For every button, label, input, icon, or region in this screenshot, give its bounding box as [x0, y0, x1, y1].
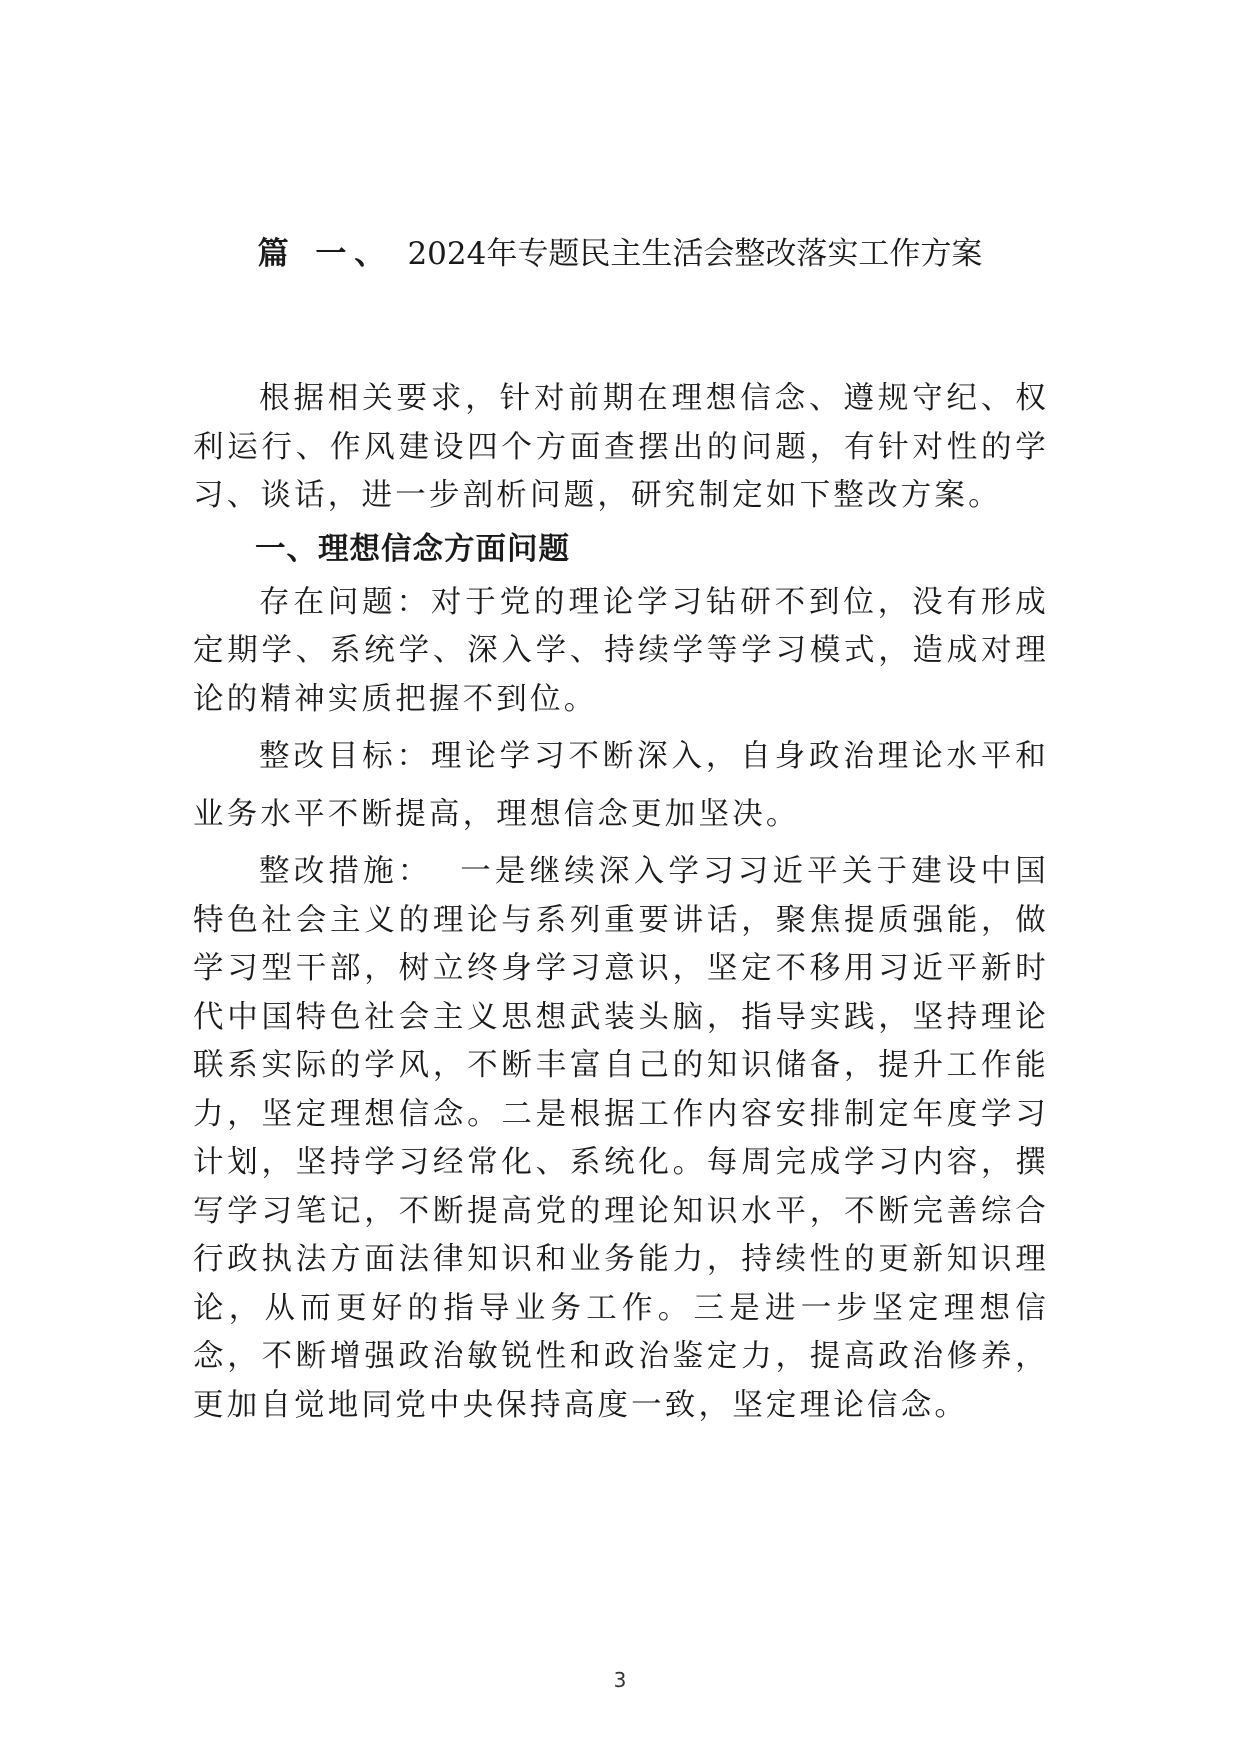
intro-paragraph: 根据相关要求，针对前期在理想信念、遵规守纪、权利运行、作风建设四个方面查摆出的问题，有针对性的学习、谈话，进一步剖析问题，研究制定如下整改方案。 [193, 381, 1049, 513]
document-body [193, 375, 1049, 1430]
document-title [0, 232, 1240, 276]
title-prefix: 篇 一、 [257, 236, 394, 272]
title-main: 2024年专题民主生活会整改落实工作方案 [407, 236, 983, 272]
problem-paragraph: 存在问题：对于党的理论学习钻研不到位，没有形成定期学、系统学、深入学、持续学等学习模式，造成对理论的精神实质把握不到位。 [193, 584, 1049, 717]
page-number: 3 [613, 1668, 627, 1692]
section-heading: 一、理想信念方面问题 [255, 531, 570, 567]
measures-paragraph: 整改措施： 一是继续深入学习习近平关于建设中国特色社会主义的理论与系列重要讲话，聚焦提质强能，做学习型干部，树立终身学习意识，坚定不移用习近平新时代中国特色社会主义思想武装头脑，指导实践，坚持理论联系实际的学风，不断丰富自己的知识储备，提升工作能力，坚定理想信念。二是根据工作内容安排制定年度学习计划，坚持学习经常化、系统化。每周完成学习内容，撰写学习笔记，不断提高党的理论知识水平，不断完善综合行政执法方面法律知识和业务能力，持续性的更新知识理论，从而更好的指导业务工作。三是进一步坚定理想信念，不断增强政治敏锐性和政治鉴定力，提高政治修养，更加自觉地同党中央保持高度一致，坚定理论信念。 [193, 854, 1049, 1423]
target-paragraph: 整改目标：理论学习不断深入，自身政治理论水平和业务水平不断提高，理想信念更加坚决。 [193, 739, 1049, 832]
